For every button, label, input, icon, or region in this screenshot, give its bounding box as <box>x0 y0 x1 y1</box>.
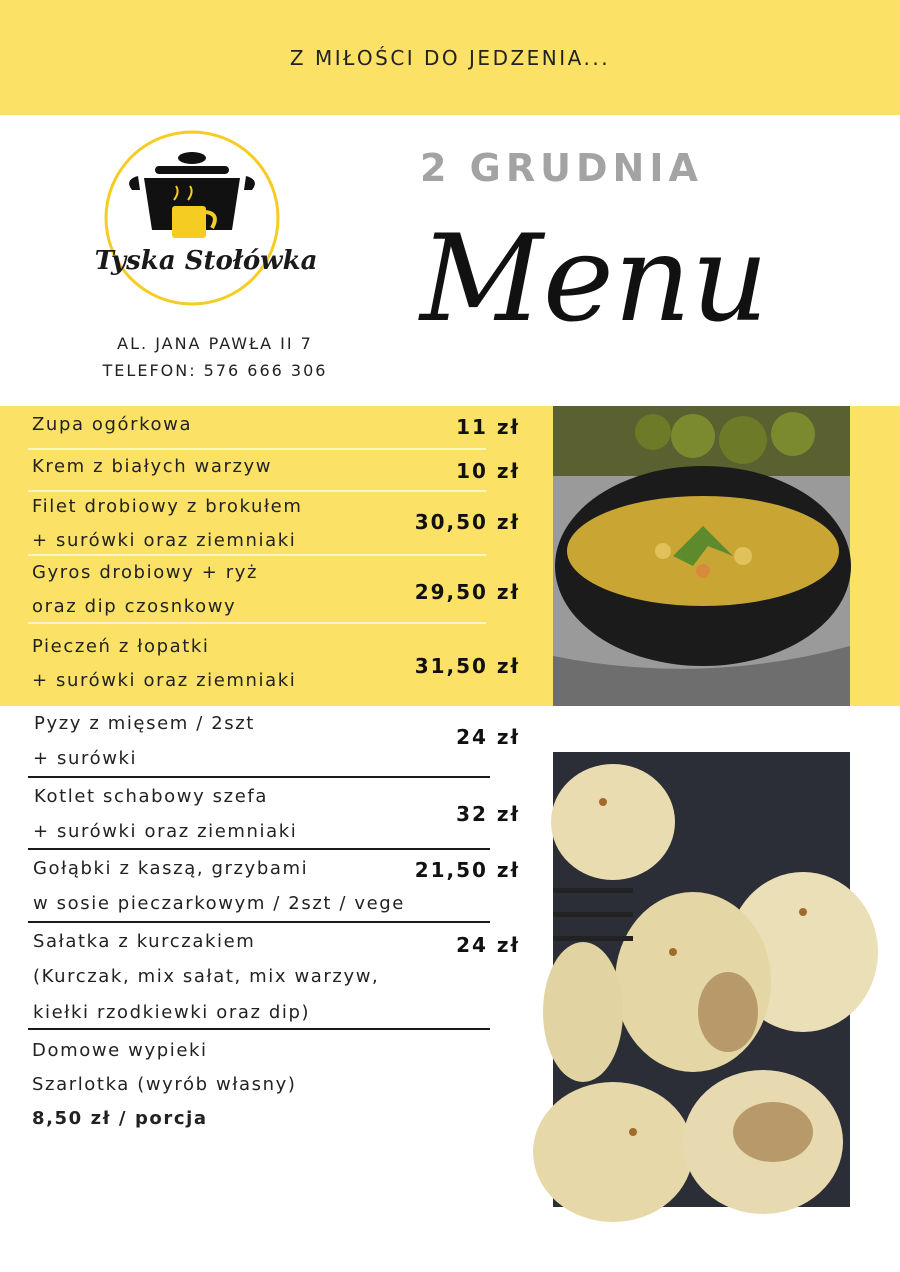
menu-item-name: Sałatka z kurczakiem <box>33 931 256 952</box>
menu-divider <box>28 554 486 556</box>
menu-item-price: 10 zł <box>456 459 520 483</box>
menu-item-price: 11 zł <box>456 415 520 439</box>
contact-block <box>60 330 370 384</box>
dumplings-photo <box>553 752 850 1207</box>
menu-divider <box>28 1028 490 1030</box>
menu-item-name: + surówki oraz ziemniaki <box>32 530 297 551</box>
desserts-heading: Domowe wypieki <box>32 1040 208 1061</box>
menu-item-name: w sosie pieczarkowym / 2szt / vege <box>33 893 405 914</box>
menu-divider <box>28 448 486 450</box>
address-line: AL. JANA PAWŁA II 7 <box>117 334 313 353</box>
menu-item-price: 32 zł <box>456 802 520 826</box>
menu-item-price: 24 zł <box>456 725 520 749</box>
menu-item-price: 30,50 zł <box>414 510 520 534</box>
menu-item-price: 24 zł <box>456 933 520 957</box>
menu-item-name: (Kurczak, mix sałat, mix warzyw, <box>33 966 380 987</box>
menu-divider <box>28 848 490 850</box>
menu-item-name: oraz dip czosnkowy <box>32 596 237 617</box>
menu-title: Menu <box>420 210 769 349</box>
menu-item-price: 29,50 zł <box>414 580 520 604</box>
menu-item-price: 21,50 zł <box>414 858 520 882</box>
menu-item-name: Krem z białych warzyw <box>32 456 273 477</box>
menu-item-name: Kotlet schabowy szefa <box>34 786 268 807</box>
tagline: Z MIŁOŚCI DO JEDZENIA... <box>289 46 611 70</box>
menu-item-name: kiełki rzodkiewki oraz dip) <box>33 1002 311 1023</box>
pot-with-mug-icon <box>100 128 312 308</box>
menu-divider <box>28 490 486 492</box>
menu-divider <box>28 622 486 624</box>
menu-item-name: Zupa ogórkowa <box>32 414 193 435</box>
menu-divider <box>28 776 490 778</box>
menu-divider <box>28 921 490 923</box>
menu-item-price: 31,50 zł <box>414 654 520 678</box>
menu-date: 2 GRUDNIA <box>420 146 703 190</box>
menu-item-name: + surówki <box>33 748 138 769</box>
menu-item-name: Filet drobiowy z brokułem <box>32 496 303 517</box>
menu-item-name: Gołąbki z kaszą, grzybami <box>33 858 309 879</box>
phone-line: TELEFON: 576 666 306 <box>102 361 328 380</box>
logo-text: Tyska Stołówka <box>94 246 318 276</box>
menu-item-name: + surówki oraz ziemniaki <box>33 821 298 842</box>
menu-item-name: Gyros drobiowy + ryż <box>32 562 259 583</box>
dessert-price: 8,50 zł / porcja <box>32 1108 208 1129</box>
menu-item-name: Pieczeń z łopatki <box>32 636 210 657</box>
soup-photo <box>553 406 850 706</box>
menu-title-script <box>410 200 769 380</box>
menu-item-name: Pyzy z mięsem / 2szt <box>34 713 255 734</box>
menu-item-name: + surówki oraz ziemniaki <box>32 670 297 691</box>
dessert-item: Szarlotka (wyrób własny) <box>32 1074 297 1095</box>
